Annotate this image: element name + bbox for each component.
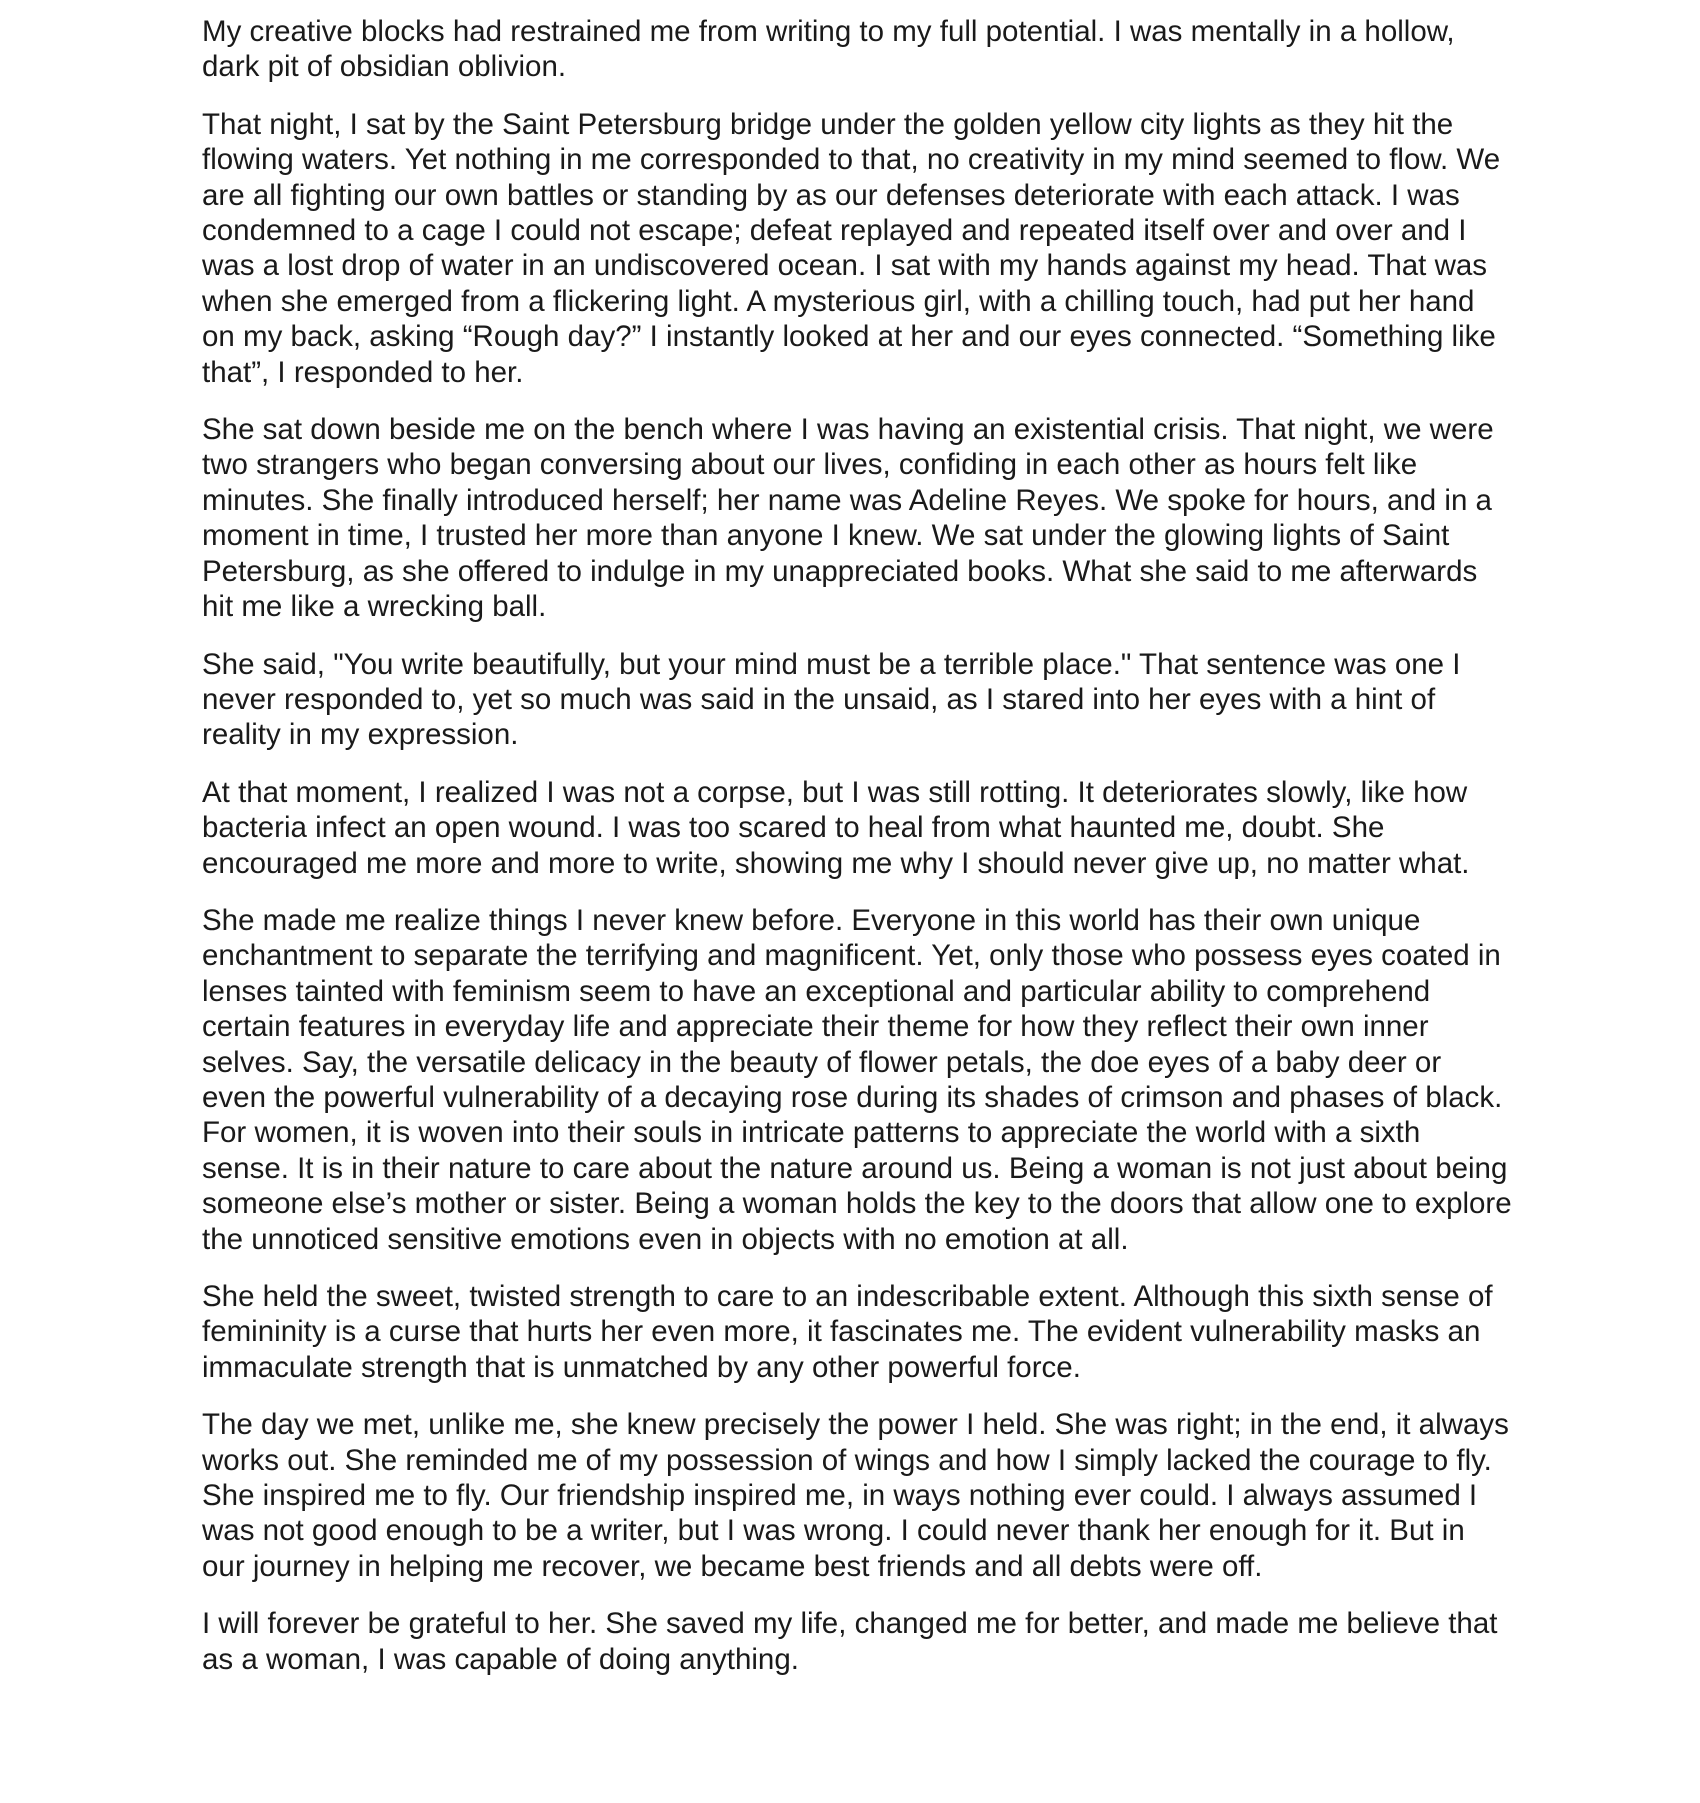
paragraph-9: I will forever be grateful to her. She saved my life, changed me for better, and made me believe that as a woman, I was capable of doing anything. xyxy=(202,1607,1498,1676)
paragraph-2: That night, I sat by the Saint Petersburg bridge under the golden yellow city lights as they hit the flowing waters. Yet nothing in me corresponded to that, no creativity in my mind seemed to flow. We are all fighting our own battles or standing by as our defenses deteriorate with each attack. I was condemned to a cage I could not escape; defeat replayed and repeated itself over and over and I was a lost drop of water in an undiscovered ocean. I sat with my hands against my head. That was when she emerged from a flickering light. A mysterious girl, with a chilling touch, had put her hand on my back, asking “Rough day?” I instantly looked at her and our eyes connected. “Something like that”, I responded to her. xyxy=(202,107,1501,389)
paragraph-8: The day we met, unlike me, she knew precisely the power I held. She was right; in the end, it always works out. She reminded me of my possession of wings and how I simply lacked the courage to fly. She inspired me to fly. Our friendship inspired me, in ways nothing ever could. I always assumed I was not good enough to be a writer, but I was wrong. I could never thank her enough for it. But in our journey in helping me recover, we became best friends and all debts were off. xyxy=(202,1408,1509,1583)
paragraph-1: My creative blocks had restrained me from writing to my full potential. I was mentally in a hollow, dark pit of obsidian oblivion. xyxy=(202,15,1455,84)
paragraph-7: She held the sweet, twisted strength to care to an indescribable extent. Although this sixth sense of femininity is a curse that hurts her even more, it fascinates me. The evident vulnerability masks an immaculate strength that is unmatched by any other powerful force. xyxy=(202,1280,1493,1384)
document-page xyxy=(202,14,1512,1677)
paragraph-4: She said, "You write beautifully, but your mind must be a terrible place." That sentence was one I never responded to, yet so much was said in the unsaid, as I stared into her eyes with a hint of reality in my expression. xyxy=(202,647,1461,752)
paragraph-5: At that moment, I realized I was not a corpse, but I was still rotting. It deteriorates slowly, like how bacteria infect an open wound. I was too scared to heal from what haunted me, doubt. She encouraged me more and more to write, showing me why I should never give up, no matter what. xyxy=(202,775,1470,880)
paragraph-3: She sat down beside me on the bench where I was having an existential crisis. That night, we were two strangers who began conversing about our lives, confiding in each other as hours felt like minutes. She finally introduced herself; her name was Adeline Reyes. We spoke for hours, and in a moment in time, I trusted her more than anyone I knew. We sat under the glowing lights of Saint Petersburg, as she offered to indulge in my unappreciated books. What she said to me afterwards hit me like a wrecking ball. xyxy=(202,413,1494,624)
paragraph-6: She made me realize things I never knew before. Everyone in this world has their own unique enchantment to separate the terrifying and magnificent. Yet, only those who possess eyes coated in lenses tainted with feminism seem to have an exceptional and particular ability to comprehend certain features in everyday life and appreciate their theme for how they reflect their own inner selves. Say, the versatile delicacy in the beauty of flower petals, the doe eyes of a baby deer or even the powerful vulnerability of a decaying rose during its shades of crimson and phases of black. For women, it is woven into their souls in intricate patterns to appreciate the world with a sixth sense. It is in their nature to care about the nature around us. Being a woman is not just about being someone else’s mother or sister. Being a woman holds the key to the doors that allow one to explore the unnoticed sensitive emotions even in objects with no emotion at all. xyxy=(202,903,1512,1256)
